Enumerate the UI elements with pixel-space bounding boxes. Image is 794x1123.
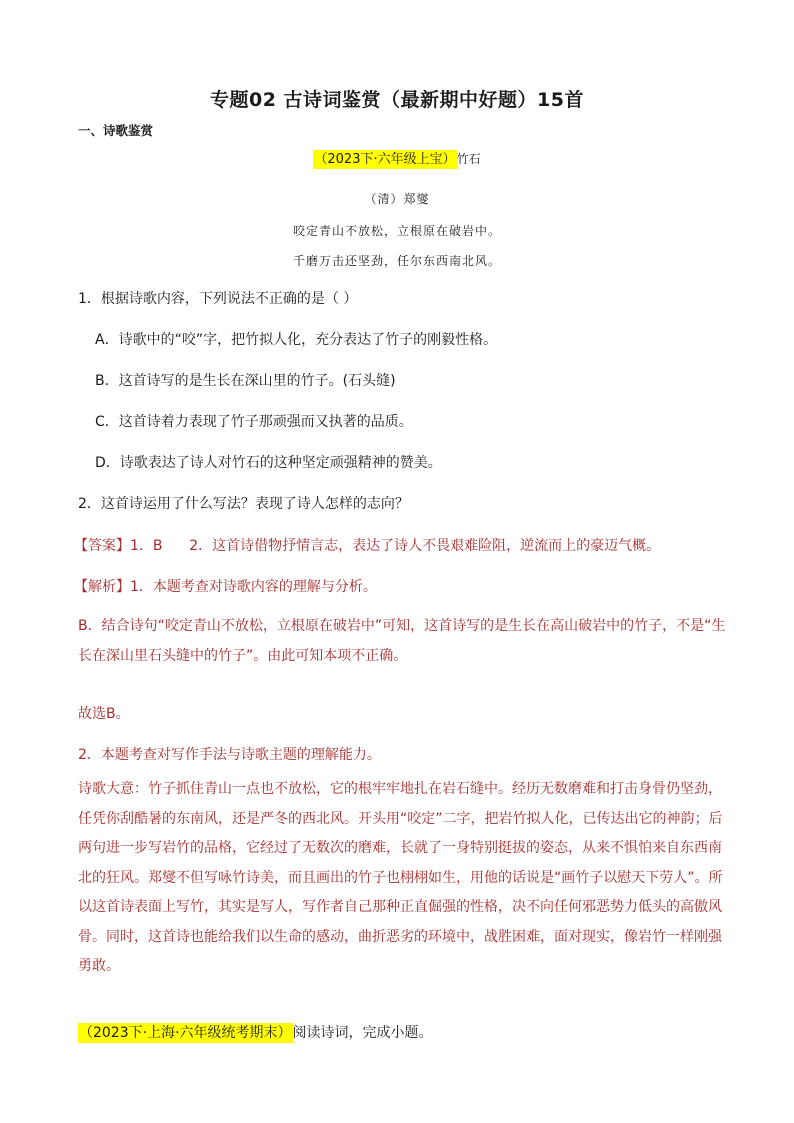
analysis-block	[74, 576, 377, 596]
analysis-conclusion: 故选B。	[78, 706, 130, 722]
analysis-q2-intro: 2．本题考查对写作手法与诗歌主题的理解能力。	[78, 747, 381, 763]
poem-line-2: 千磨万击还坚劲，任尔东西南北风。	[292, 254, 501, 268]
poem-source-tag: （2023下·六年级上宝）	[314, 152, 456, 167]
question-1-option-c: C．这首诗着力表现了竹子那顽强而又执著的品质。	[95, 414, 413, 430]
next-item-header	[78, 1022, 433, 1042]
poem-author: （清）郑燮	[364, 192, 430, 206]
page-title: 专题02 古诗词鉴赏（最新期中好题）15首	[210, 89, 584, 111]
poem-header	[0, 148, 794, 167]
next-item-instruction: 阅读诗词，完成小题。	[292, 1025, 433, 1041]
poem-line-1: 咬定青山不放松，立根原在破岩中。	[292, 224, 501, 238]
question-1-option-b: B．这首诗写的是生长在深山里的竹子。(石头缝)	[95, 373, 396, 389]
answer-text: 1．B 2．这首诗借物抒情言志，表达了诗人不畏艰难险阻，逆流而上的豪迈气概。	[130, 538, 661, 554]
analysis-intro: 1．本题考查对诗歌内容的理解与分析。	[130, 579, 377, 595]
analysis-label: 【解析】	[74, 579, 130, 595]
question-2-stem: 2．这首诗运用了什么写法？表现了诗人怎样的志向？	[78, 496, 409, 512]
question-1-stem: 1．根据诗歌内容，下列说法不正确的是（ ）	[78, 291, 358, 307]
question-1-option-a: A．诗歌中的“咬”字，把竹拟人化，充分表达了竹子的刚毅性格。	[95, 332, 498, 348]
section-heading: 一、诗歌鉴赏	[78, 123, 154, 138]
poem-title: 竹石	[456, 152, 481, 166]
answer-label: 【答案】	[74, 538, 130, 554]
answer-block	[74, 535, 660, 555]
analysis-poem-meaning: 诗歌大意：竹子抓住青山一点也不放松，它的根牢牢地扎在岩石缝中。经历无数磨难和打击身骨仍坚劲，任凭你刮酷暑的东南风，还是严冬的西北风。开头用“咬定”二字，把岩竹拟人化，已传达出它的神韵；后两句进一步写岩竹的品格，它经过了无数次的磨难，长就了一身特别挺拔的姿态，从来不惧怕来自东西南北的狂风。郑燮不但写咏竹诗美，而且画出的竹子也栩栩如生，用他的话说是“画竹子以慰天下劳人”。所以这首诗表面上写竹，其实是写人，写作者自己那种正直倔强的性格，决不向任何邪恶势力低头的高傲风骨。同时，这首诗也能给我们以生命的感动，曲折恶劣的环境中，战胜困难，面对现实，像岩竹一样刚强勇敢。	[78, 781, 723, 974]
analysis-b-explanation: B．结合诗句“咬定青山不放松，立根原在破岩中”可知，这首诗写的是生长在高山破岩中的竹子，不是“生长在深山里石头缝中的竹子”。由此可知本项不正确。	[78, 618, 726, 664]
question-1-option-d: D．诗歌表达了诗人对竹石的这种坚定顽强精神的赞美。	[95, 455, 442, 471]
next-item-source-tag: （2023下·上海·六年级统考期末）	[79, 1025, 292, 1041]
